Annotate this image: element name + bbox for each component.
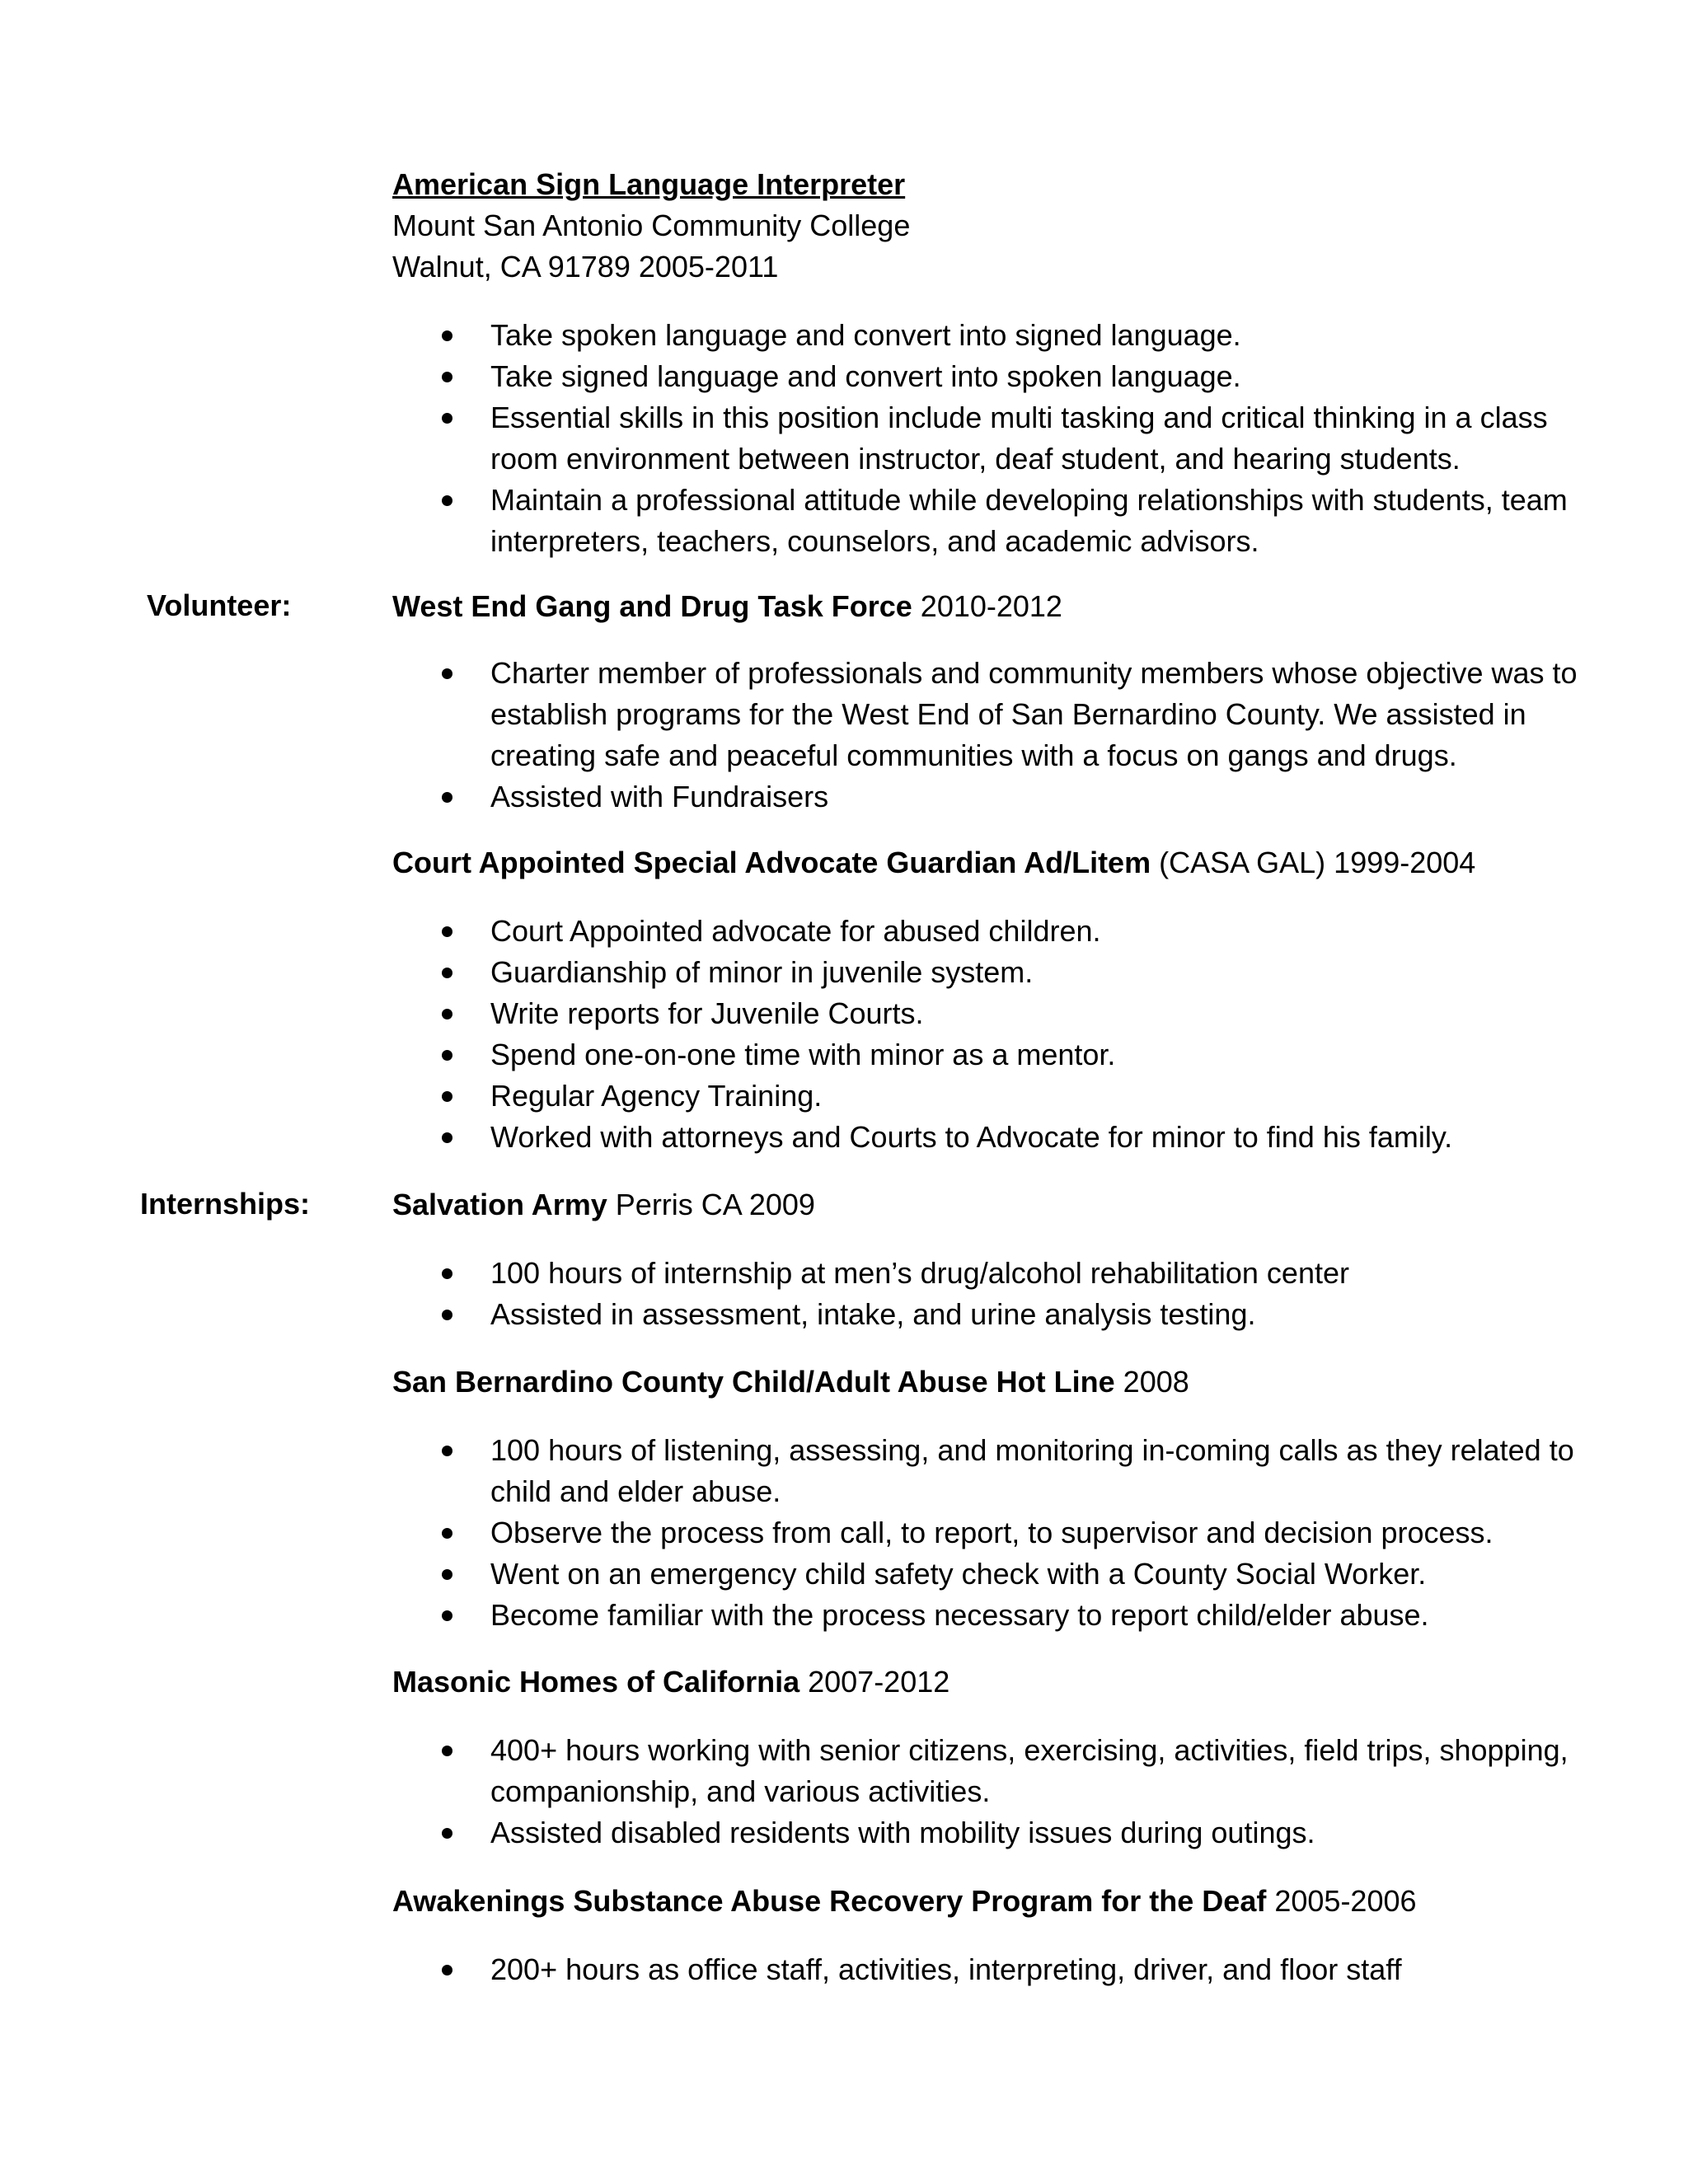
entry-heading bbox=[392, 586, 1579, 627]
entry-heading bbox=[392, 1661, 1579, 1703]
entry-heading bbox=[392, 1881, 1579, 1922]
entry-bullets bbox=[392, 911, 1579, 1158]
list-item: Regular Agency Training. bbox=[392, 1076, 1579, 1117]
org-name: West End Gang and Drug Task Force bbox=[392, 589, 912, 623]
bullet-icon bbox=[442, 792, 452, 803]
list-item: Maintain a professional attitude while developing relationships with students, team interpreters, teachers, counselors, and academic advisors. bbox=[392, 480, 1579, 562]
org-name: Masonic Homes of California bbox=[392, 1665, 800, 1699]
employer-location-dates: Walnut, CA 91789 2005-2011 bbox=[392, 250, 779, 284]
volunteer-label: Volunteer: bbox=[147, 588, 292, 622]
org-detail: 2007-2012 bbox=[808, 1665, 950, 1699]
entry-heading bbox=[392, 842, 1579, 883]
list-item: 100 hours of listening, assessing, and monitoring in-coming calls as they related to child and elder abuse. bbox=[392, 1430, 1579, 1512]
bullet-icon bbox=[442, 1965, 452, 1975]
bullet-icon bbox=[442, 330, 452, 341]
entry-bullets bbox=[392, 1730, 1579, 1854]
bullet-icon bbox=[442, 1091, 452, 1102]
entry-heading bbox=[392, 1361, 1579, 1403]
bullet-icon bbox=[442, 1268, 452, 1279]
org-detail: 2010-2012 bbox=[920, 589, 1062, 623]
bullet-icon bbox=[442, 1569, 452, 1580]
internship-entry bbox=[392, 1361, 1579, 1636]
bullet-icon bbox=[442, 1528, 452, 1539]
bullet-icon bbox=[442, 372, 452, 382]
internship-entry bbox=[392, 1661, 1579, 1854]
org-detail: (CASA GAL) 1999-2004 bbox=[1159, 846, 1476, 879]
entry-bullets bbox=[392, 653, 1579, 818]
entry-bullets bbox=[392, 1949, 1579, 1990]
volunteer-entry bbox=[392, 842, 1579, 1158]
bullet-icon bbox=[442, 926, 452, 937]
list-item: Become familiar with the process necessary to report child/elder abuse. bbox=[392, 1595, 1579, 1636]
list-item: Spend one-on-one time with minor as a mentor. bbox=[392, 1034, 1579, 1076]
org-detail: 2005-2006 bbox=[1274, 1884, 1417, 1918]
bullet-icon bbox=[442, 968, 452, 978]
list-item: 100 hours of internship at men’s drug/alcohol rehabilitation center bbox=[392, 1253, 1579, 1294]
list-item: Assisted with Fundraisers bbox=[392, 776, 1579, 818]
org-name: Court Appointed Special Advocate Guardian Ad/Litem bbox=[392, 846, 1151, 879]
internship-entry bbox=[392, 1881, 1579, 1990]
org-detail: Perris CA 2009 bbox=[615, 1188, 815, 1221]
bullet-icon bbox=[442, 1009, 452, 1019]
bullet-icon bbox=[442, 1746, 452, 1756]
list-item: 200+ hours as office staff, activities, interpreting, driver, and floor staff bbox=[392, 1949, 1579, 1990]
org-name: Awakenings Substance Abuse Recovery Program for the Deaf bbox=[392, 1884, 1267, 1918]
bullet-icon bbox=[442, 1446, 452, 1456]
bullet-icon bbox=[442, 1310, 452, 1320]
entry-bullets bbox=[392, 1253, 1579, 1335]
internship-entry bbox=[392, 1184, 1579, 1335]
list-item: Guardianship of minor in juvenile system. bbox=[392, 952, 1579, 993]
employment-bullets bbox=[392, 315, 1579, 562]
list-item: Take spoken language and convert into signed language. bbox=[392, 315, 1579, 356]
list-item: Court Appointed advocate for abused children. bbox=[392, 911, 1579, 952]
list-item: Take signed language and convert into spoken language. bbox=[392, 356, 1579, 397]
bullet-icon bbox=[442, 1050, 452, 1061]
list-item: 400+ hours working with senior citizens, exercising, activities, field trips, shopping, companionship, and various activities. bbox=[392, 1730, 1579, 1812]
list-item: Assisted disabled residents with mobility issues during outings. bbox=[392, 1812, 1579, 1854]
list-item: Write reports for Juvenile Courts. bbox=[392, 993, 1579, 1034]
org-name: San Bernardino County Child/Adult Abuse Hot Line bbox=[392, 1365, 1115, 1399]
internships-label: Internships: bbox=[140, 1187, 311, 1221]
bullet-icon bbox=[442, 1132, 452, 1143]
org-detail: 2008 bbox=[1123, 1365, 1189, 1399]
bullet-icon bbox=[442, 495, 452, 506]
volunteer-entry bbox=[392, 586, 1579, 818]
org-name: Salvation Army bbox=[392, 1188, 607, 1221]
entry-heading bbox=[392, 1184, 1579, 1226]
list-item: Charter member of professionals and community members whose objective was to establish programs for the West End of San Bernardino County. We assisted in creating safe and peaceful communities with a focus on gangs and drugs. bbox=[392, 653, 1579, 776]
list-item: Assisted in assessment, intake, and urine analysis testing. bbox=[392, 1294, 1579, 1335]
job-title: American Sign Language Interpreter bbox=[392, 167, 906, 201]
bullet-icon bbox=[442, 1828, 452, 1839]
list-item: Worked with attorneys and Courts to Advocate for minor to find his family. bbox=[392, 1117, 1579, 1158]
bullet-icon bbox=[442, 413, 452, 424]
bullet-icon bbox=[442, 1610, 452, 1621]
list-item: Observe the process from call, to report, to supervisor and decision process. bbox=[392, 1512, 1579, 1554]
list-item: Essential skills in this position include multi tasking and critical thinking in a class room environment between instructor, deaf student, and hearing students. bbox=[392, 397, 1579, 480]
bullet-icon bbox=[442, 668, 452, 679]
employment-section bbox=[392, 164, 1579, 562]
entry-bullets bbox=[392, 1430, 1579, 1636]
list-item: Went on an emergency child safety check with a County Social Worker. bbox=[392, 1554, 1579, 1595]
employer-name: Mount San Antonio Community College bbox=[392, 209, 911, 242]
